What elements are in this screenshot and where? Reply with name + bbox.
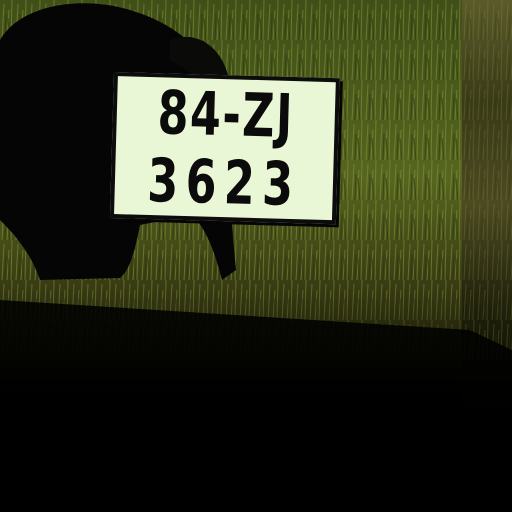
plate-line-2: 3623 <box>146 145 302 221</box>
plate-line-1: 84-ZJ <box>156 78 295 153</box>
license-plate <box>110 72 340 224</box>
